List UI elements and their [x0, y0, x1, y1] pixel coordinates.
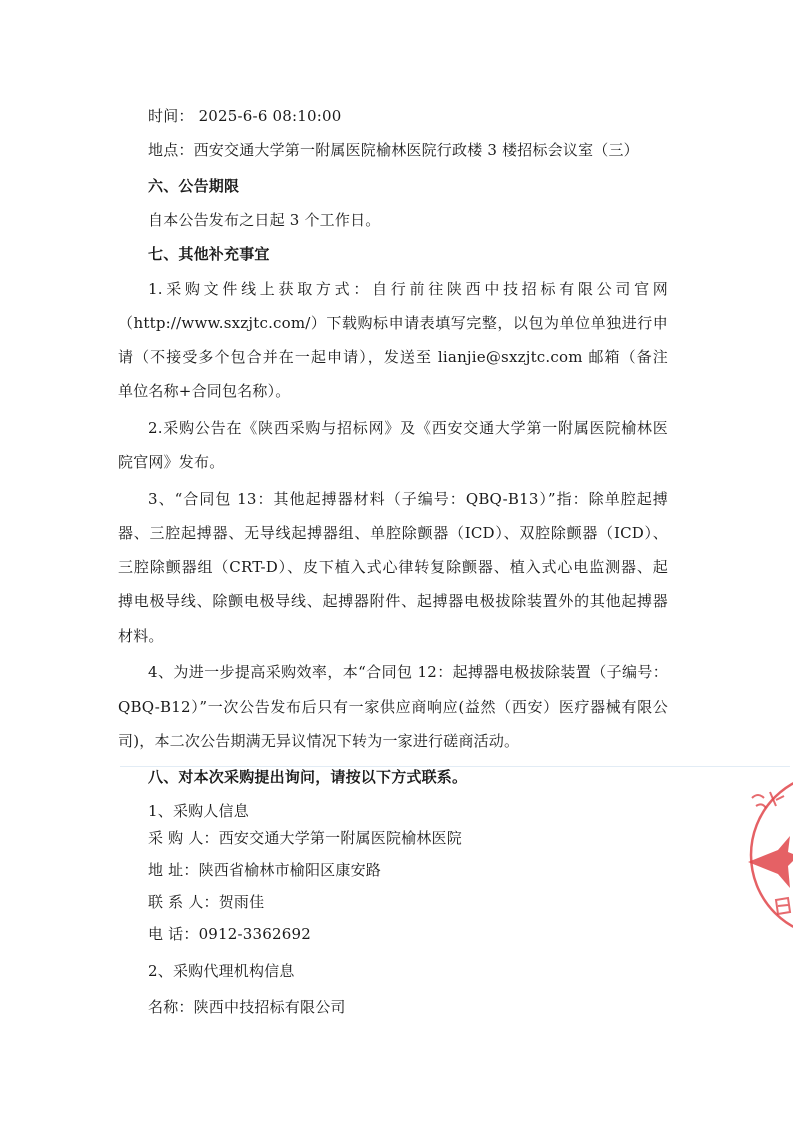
purchaser-contact: 联 系 人：贺雨佳	[148, 893, 265, 911]
agency-name: 名称：陕西中技招标有限公司	[148, 998, 346, 1016]
item-1-line-4: 单位名称+合同包名称）。	[118, 382, 291, 400]
item-4-line-3: 司)，本二次公告期满无异议情况下转为一家进行磋商活动。	[118, 732, 520, 750]
item-3-line-1: 3、“合同包 13：其他起搏器材料（子编号：QBQ-B13）”指：除单腔起搏	[148, 490, 668, 508]
section-six-heading: 六、公告期限	[148, 177, 240, 195]
time-line: 时间： 2025-6-6 08:10:00	[148, 107, 342, 125]
item-3-line-2: 器、三腔起搏器、无导线起搏器组、单腔除颤器（ICD）、双腔除颤器（ICD）、	[118, 524, 668, 542]
section-seven-heading: 七、其他补充事宜	[148, 245, 270, 263]
agency-info-heading: 2、采购代理机构信息	[148, 962, 295, 980]
item-3-line-3: 三腔除颤器组（CRT-D）、皮下植入式心律转复除颤器、植入式心电监测器、起	[118, 558, 668, 576]
seal-graphic	[738, 770, 793, 940]
purchaser-address: 地 址：陕西省榆林市榆阳区康安路	[148, 861, 381, 879]
location-line: 地点：西安交通大学第一附属医院榆林医院行政楼 3 楼招标会议室（三）	[148, 141, 639, 159]
purchaser-info-heading: 1、采购人信息	[148, 802, 249, 820]
item-4-line-1: 4、为进一步提高采购效率，本“合同包 12：起搏器电极拔除装置（子编号：	[148, 663, 668, 681]
notice-period-text: 自本公告发布之日起 3 个工作日。	[148, 211, 381, 229]
item-1-line-1: 1.采购文件线上获取方式：自行前往陕西中技招标有限公司官网	[148, 280, 668, 298]
item-3-line-5: 材料。	[118, 627, 164, 645]
section-eight-heading: 八、对本次采购提出询问，请按以下方式联系。	[148, 768, 468, 786]
item-3-line-4: 搏电极导线、除颤电极导线、起搏器附件、起搏器电极拔除装置外的其他起搏器	[118, 592, 668, 610]
purchaser-phone: 电 话：0912-3362692	[148, 925, 312, 943]
item-1-line-3: 请（不接受多个包合并在一起申请），发送至 lianjie@sxzjtc.com 邮箱（备注	[118, 348, 668, 366]
item-1-line-2: （http://www.sxzjtc.com/）下载购标申请表填写完整，以包为单位单独进行申	[118, 314, 668, 332]
purchaser-name: 采 购 人：西安交通大学第一附属医院榆林医院	[148, 829, 462, 847]
item-2-line-1: 2.采购公告在《陕西采购与招标网》及《西安交通大学第一附属医院榆林医	[148, 419, 668, 437]
red-seal-stamp	[738, 770, 793, 940]
item-2-line-2: 院官网》发布。	[118, 453, 225, 471]
item-4-line-2: QBQ-B12）”一次公告发布后只有一家供应商响应(益然（西安）医疗器械有限公	[118, 698, 668, 716]
